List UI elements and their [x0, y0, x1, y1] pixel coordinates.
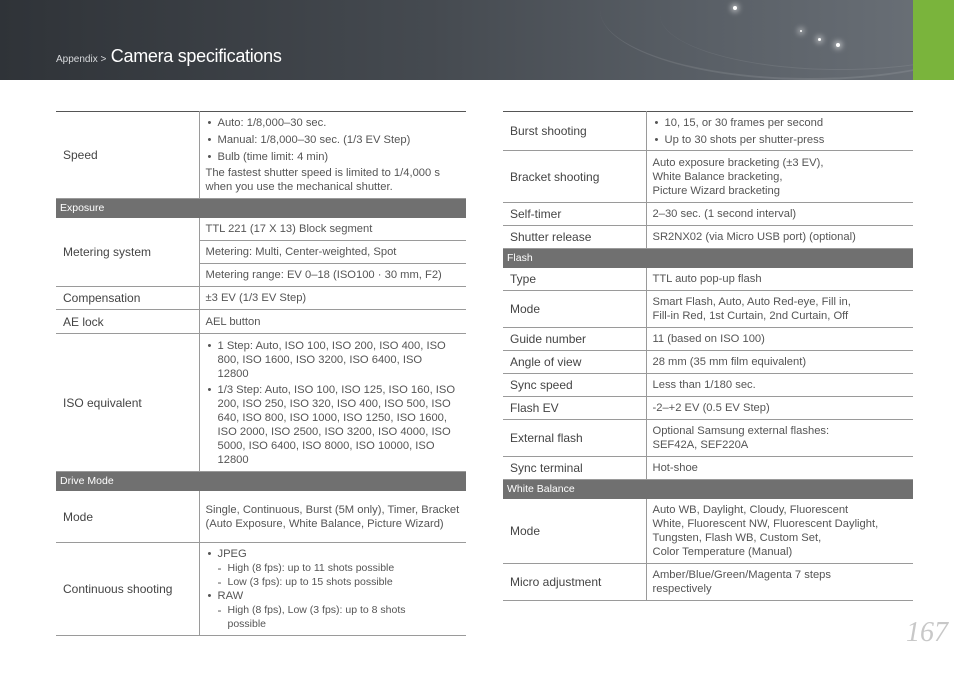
list-item-label: JPEG: [217, 548, 247, 560]
list-item: • Up to 30 shots per shutter-press: [653, 133, 908, 147]
page-title: Camera specifications: [110, 46, 282, 66]
table-row: [56, 112, 466, 199]
sparkle-decoration: [800, 30, 802, 32]
value-line: Picture Wizard bracketing: [652, 184, 780, 197]
spec-label: Mode: [56, 491, 199, 543]
spec-value: Metering: Multi, Center-weighted, Spot: [199, 241, 466, 264]
spec-label: Metering system: [56, 218, 199, 287]
table-row: [503, 374, 913, 397]
section-title: Flash: [503, 249, 913, 268]
value-line: Tungsten, Flash WB, Custom Set,: [652, 532, 822, 544]
spec-value: 28 mm (35 mm film equivalent): [646, 351, 913, 374]
spec-value: ±3 EV (1/3 EV Step): [199, 287, 466, 310]
spec-label: Burst shooting: [503, 112, 646, 151]
section-title: Exposure: [56, 199, 466, 218]
spec-value: [646, 499, 913, 564]
spec-value: 11 (based on ISO 100): [646, 328, 913, 351]
spec-note: The fastest shutter speed is limited to 1/4,000 s when you use the mechanical shutter.: [205, 167, 440, 193]
breadcrumb: [56, 46, 282, 67]
spec-label: Continuous shooting: [56, 543, 199, 636]
spec-label: Type: [503, 268, 646, 291]
value-line: Optional Samsung external flashes:: [652, 425, 830, 437]
page-header: [0, 0, 954, 80]
breadcrumb-parent[interactable]: Appendix >: [56, 54, 107, 65]
list-item: • 1 Step: Auto, ISO 100, ISO 200, ISO 400, ISO 800, ISO 1600, ISO 3200, ISO 6400, ISO 12800: [206, 339, 463, 381]
table-row: [503, 226, 913, 249]
spec-label: ISO equivalent: [56, 334, 199, 472]
spec-value: TTL auto pop-up flash: [646, 268, 913, 291]
list-item: • Manual: 1/8,000–30 sec. (1/3 EV Step): [206, 133, 461, 147]
table-row: [503, 351, 913, 374]
list-item: • Bulb (time limit: 4 min): [206, 150, 461, 164]
sub-list-item: - High (8 fps): up to 11 shots possible: [206, 561, 461, 575]
spec-value: TTL 221 (17 X 13) Block segment: [199, 218, 466, 241]
spec-value: [646, 564, 913, 601]
table-row: [56, 287, 466, 310]
spec-label: Flash EV: [503, 397, 646, 420]
table-row: [503, 291, 913, 328]
section-header: [503, 249, 913, 268]
spec-label: Speed: [56, 112, 199, 199]
spec-label: Micro adjustment: [503, 564, 646, 601]
sparkle-decoration: [818, 38, 821, 41]
value-line: Auto WB, Daylight, Cloudy, Fluorescent: [652, 504, 849, 516]
spec-label: Sync speed: [503, 374, 646, 397]
section-title: Drive Mode: [56, 472, 466, 491]
spec-value: Metering range: EV 0–18 (ISO100 · 30 mm, F2): [199, 264, 466, 287]
section-title: White Balance: [503, 480, 913, 499]
table-row: [503, 420, 913, 457]
spec-label: Self-timer: [503, 203, 646, 226]
table-row: [503, 112, 913, 151]
value-line: White, Fluorescent NW, Fluorescent Daylight,: [652, 518, 879, 530]
table-row: [56, 491, 466, 543]
table-row: [503, 203, 913, 226]
value-line: Fill-in Red, 1st Curtain, 2nd Curtain, Off: [652, 310, 849, 322]
table-row: [56, 543, 466, 636]
value-line: respectively: [652, 583, 712, 595]
table-row: [503, 499, 913, 564]
spec-label: Sync terminal: [503, 457, 646, 480]
table-row: [503, 397, 913, 420]
specs-table-left: [56, 111, 466, 636]
spec-value: [646, 151, 913, 203]
spec-value: SR2NX02 (via Micro USB port) (optional): [646, 226, 913, 249]
list-item: [206, 589, 461, 603]
sub-list-item: - Low (3 fps): up to 15 shots possible: [206, 575, 461, 589]
spec-label: Guide number: [503, 328, 646, 351]
spec-label: External flash: [503, 420, 646, 457]
value-line: Amber/Blue/Green/Magenta 7 steps: [652, 569, 831, 581]
spec-value: Hot-shoe: [646, 457, 913, 480]
spec-value: [646, 112, 913, 151]
table-row: [503, 328, 913, 351]
table-row: [56, 334, 466, 472]
table-row: [503, 151, 913, 203]
list-item: • 10, 15, or 30 frames per second: [653, 116, 908, 130]
table-row: [503, 268, 913, 291]
spec-label: Mode: [503, 291, 646, 328]
header-accent-bar: [913, 0, 954, 80]
sparkle-decoration: [733, 6, 737, 10]
table-row: [56, 218, 466, 241]
section-header: [56, 472, 466, 491]
value-line: Auto exposure bracketing (±3 EV),: [652, 156, 824, 169]
list-item: • Auto: 1/8,000–30 sec.: [206, 116, 461, 130]
spec-value: AEL button: [199, 310, 466, 334]
table-row: [56, 310, 466, 334]
spec-label: Angle of view: [503, 351, 646, 374]
table-row: [503, 564, 913, 601]
section-header: [56, 199, 466, 218]
spec-label: AE lock: [56, 310, 199, 334]
spec-label: Compensation: [56, 287, 199, 310]
spec-label: Shutter release: [503, 226, 646, 249]
sparkle-decoration: [836, 43, 840, 47]
value-line: SEF42A, SEF220A: [652, 439, 749, 451]
spec-value: [646, 291, 913, 328]
table-row: [503, 457, 913, 480]
value-line: Smart Flash, Auto, Auto Red-eye, Fill in,: [652, 296, 851, 308]
list-item: • 1/3 Step: Auto, ISO 100, ISO 125, ISO 160, ISO 200, ISO 250, ISO 320, ISO 400, ISO 500, ISO 640, ISO 800, ISO 1000, ISO 1250, ISO 1600, ISO 2000, ISO 2500, ISO 3200, ISO 4000, ISO 5000, ISO 6400, ISO 8000, ISO 10000, ISO 12800: [206, 383, 463, 467]
spec-value: [199, 334, 466, 472]
spec-label: Bracket shooting: [503, 151, 646, 203]
spec-value: 2–30 sec. (1 second interval): [646, 203, 913, 226]
value-line: White Balance bracketing,: [652, 170, 783, 183]
value-line: Color Temperature (Manual): [652, 546, 793, 558]
list-item: [206, 547, 461, 561]
spec-label: Mode: [503, 499, 646, 564]
list-item-label: RAW: [217, 590, 244, 602]
specs-table-right: [503, 111, 913, 601]
sub-list-item: - High (8 fps), Low (3 fps): up to 8 shots possible: [206, 603, 461, 631]
spec-value: [199, 543, 466, 636]
spec-value: [199, 112, 466, 199]
spec-value: [646, 420, 913, 457]
page-number: 167: [906, 617, 948, 648]
section-header: [503, 480, 913, 499]
spec-value: Less than 1/180 sec.: [646, 374, 913, 397]
spec-value: -2–+2 EV (0.5 EV Step): [646, 397, 913, 420]
spec-value: Single, Continuous, Burst (5M only), Timer, Bracket (Auto Exposure, White Balance, Picture Wizard): [199, 491, 466, 543]
